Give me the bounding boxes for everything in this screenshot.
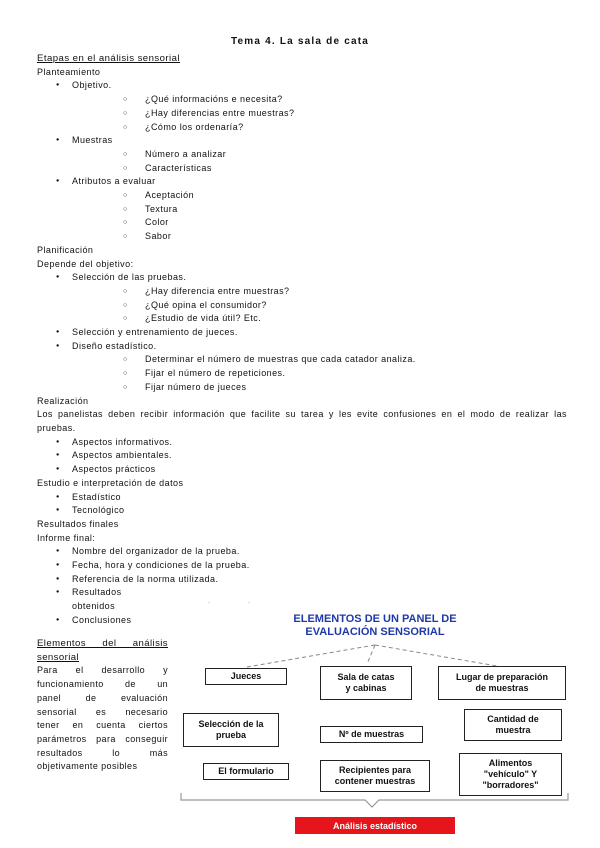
dashed-arrow-left xyxy=(247,645,375,667)
list-item: ○ ¿Qué opina el consumidor? xyxy=(72,299,567,313)
list-item: ● Diseño estadístico. ○ Determinar el número de muestras que cada catador analiza. ○ Fijar el número de repeticiones. ○ Fijar número de jueces xyxy=(37,340,567,395)
etapas-heading: Etapas en el análisis sensorial xyxy=(37,53,181,64)
list-item: ● Aspectos ambientales. xyxy=(37,449,567,463)
list-item: ○ ¿Hay diferencias entre muestras? xyxy=(72,107,567,121)
planteamiento-list xyxy=(37,79,567,243)
box-n-muestras: Nº de muestras xyxy=(320,726,423,743)
list-item: ● Objetivo. ○ ¿Qué informacións e necesita? ○ ¿Hay diferencias entre muestras? ○ ¿Cómo los ordenaría? xyxy=(37,79,567,134)
objetivo-sublist xyxy=(72,93,567,134)
elementos-heading-line2: sensorial xyxy=(37,651,79,663)
realizacion-label: Realización xyxy=(37,395,89,406)
list-item: ○ ¿Qué informacións e necesita? xyxy=(72,93,567,107)
box-formulario: El formulario xyxy=(203,763,289,780)
list-item: ● Estadístico xyxy=(37,491,567,505)
paragraph-line: funcionamiento de un xyxy=(37,679,168,690)
elementos-heading-line1: Elementos del análisis xyxy=(37,638,168,649)
box-sala-catas: Sala de catas y cabinas xyxy=(320,666,412,700)
list-item: ○ ¿Estudio de vida útil? Etc. xyxy=(72,312,567,326)
list-item: ○ Determinar el número de muestras que cada catador analiza. xyxy=(72,353,567,367)
list-item: ○ Color xyxy=(72,216,567,230)
list-item: ○ ¿Cómo los ordenaría? xyxy=(72,121,567,135)
list-item: ● Atributos a evaluar ○ Aceptación ○ Textura ○ Color ○ Sabor xyxy=(37,175,567,244)
paragraph-line: sensorial es necesario xyxy=(37,706,168,717)
scan-specks: ·· xyxy=(208,600,288,606)
paragraph-line: panel de evaluación xyxy=(37,692,168,703)
elementos-paragraph xyxy=(37,664,168,774)
planificacion-label: Planificación xyxy=(37,244,94,255)
paragraph-line: resultados lo más xyxy=(37,747,168,758)
realizacion-list xyxy=(37,436,567,477)
planteamiento-label: Planteamiento xyxy=(37,66,101,77)
list-item: ● Fecha, hora y condiciones de la prueba. xyxy=(37,559,567,573)
list-item: ○ ¿Hay diferencia entre muestras? xyxy=(72,285,567,299)
box-jueces: Jueces xyxy=(205,668,287,685)
atributos-sublist xyxy=(72,189,567,244)
realizacion-text: Los panelistas deben recibir información que facilite su tarea y les evite confusiones en el modo de realizar las pruebas. xyxy=(37,409,567,433)
list-item: ○ Textura xyxy=(72,203,567,217)
muestras-sublist xyxy=(72,148,567,175)
list-item: ● Conclusiones xyxy=(37,614,567,628)
analisis-estadistico-label: Análisis estadístico xyxy=(295,817,455,834)
dashed-arrow-center xyxy=(367,645,375,664)
elementos-section xyxy=(37,637,168,774)
paragraph-line: tener en cuenta ciertos xyxy=(37,720,168,731)
paragraph-line: parámetros para conseguir xyxy=(37,733,168,744)
page-title: Tema 4. La sala de cata xyxy=(230,36,370,47)
box-alimentos: Alimentos "vehículo" Y "borradores" xyxy=(459,753,562,796)
informe-label: Informe final: xyxy=(37,532,96,543)
box-recipientes: Recipientes para contener muestras xyxy=(320,760,430,792)
dashed-arrow-right xyxy=(375,645,497,666)
box-cantidad-muestra: Cantidad de muestra xyxy=(464,709,562,741)
list-item: ● Referencia de la norma utilizada. xyxy=(37,573,567,587)
diseno-sublist xyxy=(72,353,567,394)
document-body xyxy=(37,52,567,628)
list-item: ○ Sabor xyxy=(72,230,567,244)
paragraph-line: Para el desarrollo y xyxy=(37,665,168,676)
list-item: ○ Fijar número de jueces xyxy=(72,381,567,395)
box-seleccion-prueba: Selección de la prueba xyxy=(183,713,279,747)
list-item: ● Tecnológico xyxy=(37,504,567,518)
list-item: ● Aspectos prácticos xyxy=(37,463,567,477)
list-item: ● Selección y entrenamiento de jueces. xyxy=(37,326,567,340)
list-item: ○ Número a analizar xyxy=(72,148,567,162)
figure-title: ELEMENTOS DE UN PANEL DE EVALUACIÓN SENSORIAL xyxy=(293,613,457,638)
list-item: ● Aspectos informativos. xyxy=(37,436,567,450)
paragraph-line: objetivamente posibles xyxy=(37,761,138,772)
box-lugar-preparacion: Lugar de preparación de muestras xyxy=(438,666,566,700)
list-item: ● Muestras ○ Número a analizar ○ Características xyxy=(37,134,567,175)
list-item: ○ Fijar el número de repeticiones. xyxy=(72,367,567,381)
estudio-list xyxy=(37,491,567,518)
resultados-label: Resultados finales xyxy=(37,518,119,529)
planificacion-list xyxy=(37,271,567,394)
list-item: ● Nombre del organizador de la prueba. xyxy=(37,545,567,559)
estudio-label: Estudio e interpretación de datos xyxy=(37,477,184,488)
list-item: ○ Características xyxy=(72,162,567,176)
planificacion-intro: Depende del objetivo: xyxy=(37,258,134,269)
seleccion-sublist xyxy=(72,285,567,326)
list-item: ● Selección de las pruebas. ○ ¿Hay diferencia entre muestras? ○ ¿Qué opina el consumidor? ○ ¿Estudio de vida útil? Etc. xyxy=(37,271,567,326)
list-item: ○ Aceptación xyxy=(72,189,567,203)
list-item: ● Resultados obtenidos xyxy=(37,586,567,613)
panel-elements-figure xyxy=(175,600,575,840)
